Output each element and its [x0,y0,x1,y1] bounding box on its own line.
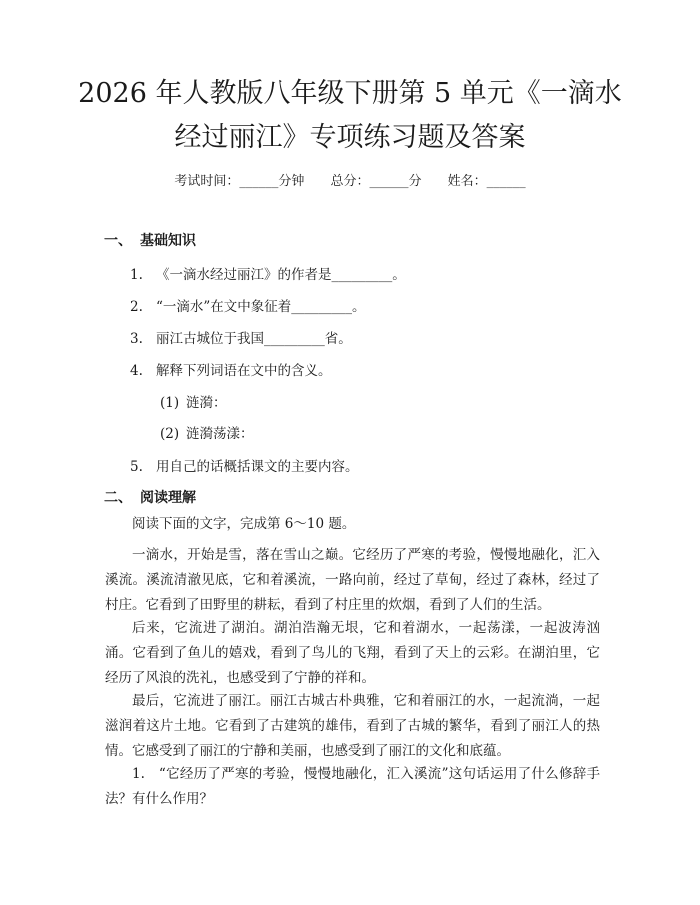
question-number: 1. [130,267,143,283]
exam-info [0,170,700,189]
question-item [130,327,352,347]
reading-paragraph: 后来，它流进了湖泊。湖泊浩瀚无垠，它和着湖水，一起荡漾，一起波涛汹涌。它看到了鱼儿的嬉戏，看到了鸟儿的飞翔，看到了天上的云彩。在湖泊里，它经历了风浪的洗礼，也感受到了宁静的祥和。 [105,620,600,686]
section-title: 基础知识 [140,233,196,249]
sub-question-text: 涟漪荡漾： [186,426,254,442]
section-number: 二、 [104,490,132,506]
question-text: 《一滴水经过丽江》的作者是_________。 [156,267,406,283]
question-item [130,359,332,379]
exam-name: 姓名：______ [447,174,526,189]
sub-question-number: (2) [160,426,180,442]
question-item [130,455,359,475]
question-number: 3. [130,331,143,347]
sub-question-text: 涟漪： [186,395,227,411]
section-number: 一、 [104,233,132,249]
question-item [130,295,366,315]
reading-instruction: 阅读下面的文字，完成第 6～10 题。 [132,516,356,532]
reading-question: 1. “它经历了严寒的考验，慢慢地融化，汇入溪流”这句话运用了什么修辞手法？有什么作用？ [105,766,600,807]
sub-question-item [160,422,254,442]
reading-paragraph: 最后，它流进了丽江。丽江古城古朴典雅，它和着丽江的水，一起流淌，一起滋润着这片土地。它看到了古建筑的雄伟，看到了古城的繁华，看到了丽江人的热情。它感受到了丽江的宁静和美丽，也感受到了丽江的文化和底蕴。 [105,693,600,759]
section-title: 阅读理解 [140,490,196,506]
question-text: 解释下列词语在文中的含义。 [156,363,332,379]
section-heading-reading [104,487,196,507]
title-line-2: 经过丽江》专项练习题及答案 [174,122,526,153]
question-text: 丽江古城位于我国_________省。 [156,331,352,347]
question-number: 4. [130,363,143,379]
question-text: 用自己的话概括课文的主要内容。 [156,459,359,475]
sub-question-number: (1) [160,395,180,411]
section-heading-basic [104,230,196,250]
question-number: 2. [130,299,143,315]
sub-question-item [160,391,227,411]
page-title [60,72,640,160]
question-number: 5. [130,459,143,475]
title-line-1: 2026 年人教版八年级下册第 5 单元《一滴水 [78,78,622,109]
exam-score: 总分：______分 [330,174,422,189]
question-text: “一滴水”在文中象征着_________。 [156,299,366,315]
question-item [130,263,406,283]
reading-paragraph: 一滴水，开始是雪，落在雪山之巅。它经历了严寒的考验，慢慢地融化，汇入溪流。溪流清澈见底，它和着溪流，一路向前，经过了草甸，经过了森林，经过了村庄。它看到了田野里的耕耘，看到了村庄里的炊烟，看到了人们的生活。 [105,547,600,613]
exam-time: 考试时间：______分钟 [174,174,305,189]
